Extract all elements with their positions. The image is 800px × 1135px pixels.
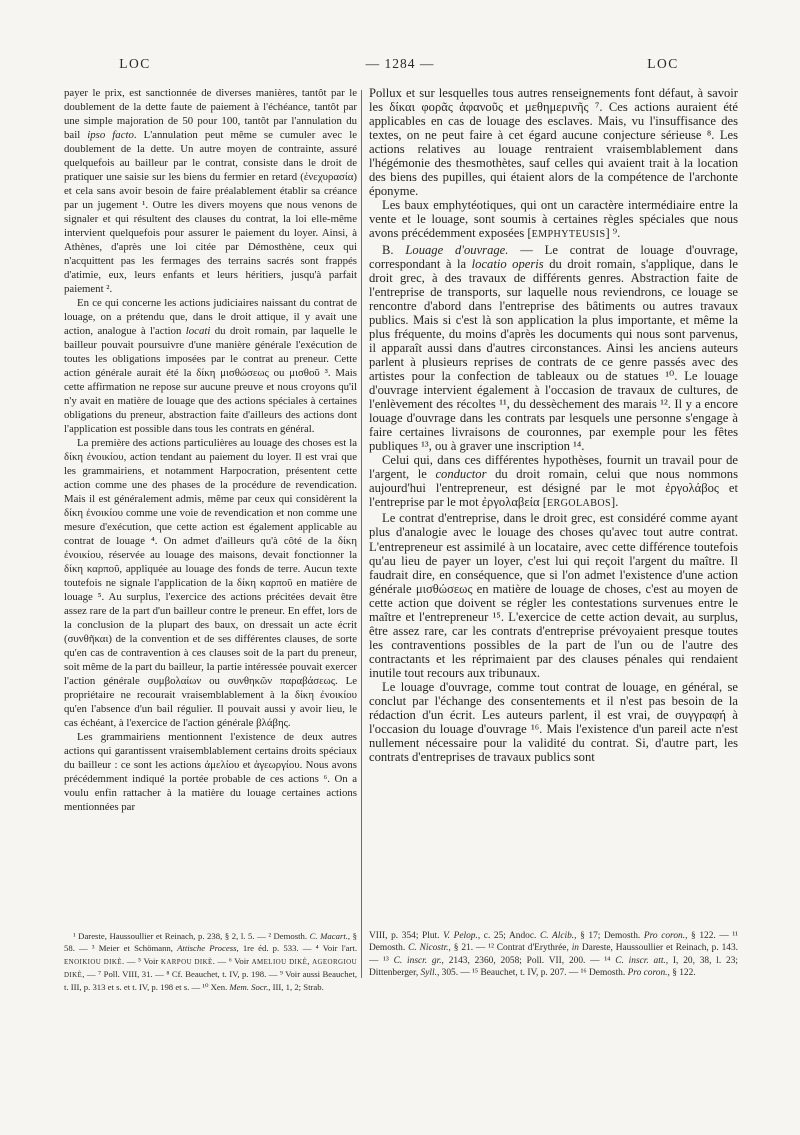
text-run: Mem. Socr. xyxy=(229,982,269,993)
text-run: du droit romain, celui que nous nommons aujourd'hui l'entrepreneur, est désigné par le mot ἐργολάβος et l'entreprise par le mot ἐργολαβεία [ xyxy=(369,467,738,510)
right-column-body-text xyxy=(369,86,738,928)
paragraph xyxy=(369,243,738,454)
column-divider-rule xyxy=(361,90,362,978)
paragraph xyxy=(369,680,738,764)
text-run: Pro coron. xyxy=(627,967,668,978)
page-number: — 1284 — xyxy=(365,56,435,71)
paragraph xyxy=(64,930,357,993)
text-run: , xyxy=(307,955,313,966)
text-run: locati xyxy=(185,325,211,337)
text-run: AMELIOU DIKÈ xyxy=(251,957,308,966)
text-run: Attische Process xyxy=(177,943,237,954)
text-run: , I, 20, 38, l. 23; Dittenberger, xyxy=(369,955,738,978)
paragraph xyxy=(369,453,738,511)
text-run: , III, 1, 2; Strab. xyxy=(268,982,324,993)
text-run: , § 58. — ³ Meier et Schömann, xyxy=(64,931,357,954)
text-run: Le louage d'ouvrage, comme tout contrat de louage, en général, se conclut par l'échange des consentements et il n'est pas besoin de la rédaction d'un écrit. Les auteurs parlent, il est vrai, de συγγραφή à l'occasion du louage d'ouvrage ¹⁶. Mais l'existence d'un pareil acte n'est nullement nécessaire pour la validité du contrat. Si, d'autre part, les contrats d'entreprises de travaux publics sont xyxy=(369,679,738,765)
text-run: Les grammairiens mentionnent l'existence de deux autres actions qui garantissent vraisemblablement certains droits spéciaux du bailleur : ce sont les actions ἀμελίου et ἀγεωργίου. Nous avons précédemment indiqué la portée probable de ces actions ⁶. On a voulu enfin rattacher à la matière du louage certaines actions mentionnées par xyxy=(64,731,357,813)
text-run: KARPOU DIKÈ xyxy=(160,957,213,966)
text-run: C. Nicostr. xyxy=(408,943,449,954)
text-run: Dareste, Haussoullier et Reinach, p. 143. — ¹³ xyxy=(369,943,738,966)
text-run: C. Macart. xyxy=(309,931,348,941)
text-run: En ce qui concerne les actions judiciaires naissant du contrat de louage, on a prétendu que, dans le droit attique, il y avait une action, analogue à l'action xyxy=(64,297,357,337)
text-run: ] ⁹. xyxy=(605,226,621,241)
paragraph xyxy=(64,296,357,436)
text-run: in xyxy=(571,943,579,954)
text-run: VIII, p. 354; Plut. xyxy=(369,931,444,941)
text-run: , 305. — ¹⁵ Beauchet, t. IV, p. 207. — ¹⁶ Demosth. xyxy=(436,967,628,978)
running-head-right: LOC xyxy=(647,56,679,71)
text-run: Les baux emphytéotiques, qui ont un caractère intermédiaire entre la vente et le louage, sont soumis à certaines règles spéciales que nous avons précédemment exposées [ xyxy=(369,198,738,241)
text-run: Pro coron. xyxy=(643,931,686,941)
paragraph xyxy=(64,730,357,814)
left-column-footnotes xyxy=(64,930,357,1002)
text-run: , 1re éd. p. 533. — ⁴ Voir l'art. xyxy=(236,943,357,954)
text-run: EMPHYTEUSIS xyxy=(531,229,606,241)
paragraph xyxy=(369,198,738,242)
text-run: locatio operis xyxy=(471,256,544,271)
paragraph xyxy=(369,86,738,198)
text-run: ]. xyxy=(611,495,619,510)
text-run: ipso facto xyxy=(87,129,134,141)
text-run: La première des actions particulières au louage des choses est la δίκη ἐνοικίου, action tendant au paiement du loyer. Il est vrai que les grammairiens, et notamment Harpocration, présentent cette action comme une des phases de la procédure de revendication. Mais il est généralement admis, même par ceux qui considèrent la δίκη ἐνοικίου comme une voie de revendication et non comme une mesure d'exécution, que cette action est également applicable au contrat de louage ⁴. On admet d'ailleurs qu'à côté de la δίκη ἐνοικίου, réservée au louage des maisons, devait fonctionner la δίκη καρποῦ, appliquée au louage des fonds de terre. Aucun texte toutefois ne signale l'application de la δίκη καρποῦ en matière de louage ⁵. Au surplus, l'exercice des actions précitées devait être assez rare de la part d'un bailleur contre le preneur. En effet, lors de la conclusion de la plupart des baux, on dressait un acte écrit (συνθῆκαι) de la convention et de ses différentes clauses, de sorte qu'en cas de contravention à ces clauses soit de la part du preneur, soit même de la part du bailleur, la partie intéressée pouvait exercer l'action générale συμβολαίων ou συνθηκῶν παραβάσεως. Le propriétaire ne recourait vraisemblablement à la δίκη ἐνοικίου qu'en l'absence d'un bail régulier. Il pouvait aussi y avoir lieu, le cas échéant, à l'exercice de l'action générale βλάβης. xyxy=(64,437,357,729)
paragraph xyxy=(64,86,357,296)
text-run: ¹ Dareste, Haussoullier et Reinach, p. 238, § 2, l. 5. — ² Demosth. xyxy=(73,931,310,941)
text-run: Le contrat d'entreprise, dans le droit grec, est considéré comme ayant plus d'analogie avec le louage des choses qu'avec tout autre contrat. L'entrepreneur est assimilé à un locataire, avec cette différence toutefois qu'au lieu de payer un loyer, c'est lui qui reçoit l'argent du maître. Il faudrait dire, en conséquence, que si l'on admet l'existence d'une action générale μισθώσεως en matière de louage de choses, c'est au moyen de cette action que doivent se régler les contestations survenues entre le maître et l'entrepreneur ¹⁵. L'exercice de cette action devait, au surplus, être assez rare, car les contrats d'entreprise prévoyaient presque toutes les contraventions possibles de la part de l'un ou de l'autre des contractants et les réprimaient par des clauses pénales qui rendaient inutile tout recours aux tribunaux. xyxy=(369,511,738,680)
text-run: Louage d'ouvrage. xyxy=(405,242,509,257)
left-column-body-text xyxy=(64,86,357,928)
text-run: , § 122. — ¹¹ Demosth. xyxy=(369,931,738,954)
text-run: ENOIKIOU DIKÈ xyxy=(64,957,122,966)
paragraph xyxy=(369,511,738,680)
text-run: V. Pelop. xyxy=(443,931,478,941)
text-run: , c. 25; Andoc. xyxy=(477,931,540,941)
text-run: C. inscr. gr. xyxy=(393,955,442,966)
text-run: — Le contrat de louage d'ouvrage, correspondant à la xyxy=(369,242,738,271)
text-run: B. xyxy=(382,242,406,257)
paragraph xyxy=(64,436,357,730)
text-run: Syll. xyxy=(420,967,437,978)
text-run: conductor xyxy=(435,467,487,482)
text-run: C. Alcib. xyxy=(539,931,575,941)
text-run: . L'annulation peut même se cumuler avec le doublement de la dette. Un autre moyen de contrainte, assuré quelquefois au bailleur par le contrat, consiste dans le droit de pratiquer une saisie sur les biens du fermier en retard (ἐνεχυρασία) et cela sans avoir besoin de faire préalablement établir sa créance par un jugement ¹. Outre les divers moyens que nous venons de signaler et qui résultent des clauses du contrat, la loi elle-même intervient quelquefois pour assurer le paiement du loyer. Ainsi, à Athènes, d'après une loi citée par Démosthène, ceux qui n'acquittent pas les fermages des terrains sacrés sont frappés d'atimie, eux, leurs enfants et leurs héritiers, jusqu'à parfait paiement ². xyxy=(64,129,357,295)
text-run: C. inscr. att. xyxy=(615,955,666,966)
text-run: ERGOLABOS xyxy=(546,498,612,510)
text-run: , § 21. — ¹² Contrat d'Erythrée, xyxy=(448,943,572,954)
text-run: du droit romain, s'applique, dans le droit grec, à des travaux de différents genres. Abstraction faite de l'entreprise de transports, sur laquelle nous reviendrons, ce louage se rencontre d'abord dans l'entreprise des bâtiments ou autres travaux publics. Mais si c'est là son application la plus importante, et même la plus fréquente, du moins d'après les documents qui nous sont parvenus, il apparaît aussi dans d'autres circonstances. Ainsi les anciens auteurs parlent à plusieurs reprises de contrats de ce genre passés avec des artistes pour la confection de tableaux ou de statues ¹⁰. Le louage d'ouvrage intervient également à l'occasion de travaux de cultures, de l'enlèvement des récoltes ¹¹, du dessèchement des marais ¹². Il y a encore louage d'ouvrage dans les contrats par lesquels une personne s'engage à faire certaines livraisons de couronnes, par exemple pour les fêtes publiques ¹³, ou à graver une inscription ¹⁴. xyxy=(369,256,738,454)
text-run: , § 17; Demosth. xyxy=(574,931,644,941)
text-run: du droit romain, par laquelle le bailleur pouvait poursuivre d'une manière générale l'exécution de toutes les obligations imposées par le contrat au preneur. Cette action générale aurait été la δίκη μισθώσεως ou μισθοῦ ³. Mais cette affirmation ne repose sur aucune preuve et nous croyons qu'il n'y avait en matière de louage que des actions spéciales à certaines obligations du preneur, abstraction faite d'ailleurs des actions dont l'application est possible dans tous les contrats en général. xyxy=(64,325,357,435)
running-head-left: LOC xyxy=(119,56,151,71)
text-run: . — ⁶ Voir xyxy=(212,955,252,966)
text-run: , § 122. xyxy=(667,967,696,978)
text-run: . — ⁵ Voir xyxy=(121,955,161,966)
text-run: , — ⁷ Poll. VIII, 31. — ⁸ Cf. Beauchet, t. IV, p. 198. — ⁹ Voir aussi Beauchet, t. III, p. 313 et s. et t. IV, p. 198 et s. — ¹⁰ Xen. xyxy=(64,968,357,993)
right-column-footnotes xyxy=(369,930,738,1002)
paragraph xyxy=(369,930,738,979)
text-run: Pollux et sur lesquelles tous autres renseignements font défaut, à savoir les δίκαι φορᾶς ἀφανοῦς et μεθημερινῆς ⁷. Ces actions auraient été applicables en cas de louage des esclaves. Mais, vu l'insuffisance des textes, on ne peut faire à cet égard aucune conjecture sérieuse ⁸. Les actions relatives au louage rentraient vraisemblablement dans l'hégémonie des thesmothètes, sauf celles qui avaient trait à la location des biens des pupilles, qui étaient alors de la compétence de l'archonte éponyme. xyxy=(369,86,738,199)
text-run: , 2143, 2360, 2058; Poll. VII, 200. — ¹⁴ xyxy=(441,955,616,966)
text-run: AGEORGIOU DIKÈ xyxy=(64,957,357,979)
text-run: payer le prix, est sanctionnée de diverses manières, tantôt par le doublement de la dette faute de paiement à l'échéance, tantôt par une simple majoration de 50 pour 100, tantôt par l'annulation du bail xyxy=(64,87,357,141)
text-run: Celui qui, dans ces différentes hypothèses, fournit un travail pour de l'argent, le xyxy=(369,453,738,482)
